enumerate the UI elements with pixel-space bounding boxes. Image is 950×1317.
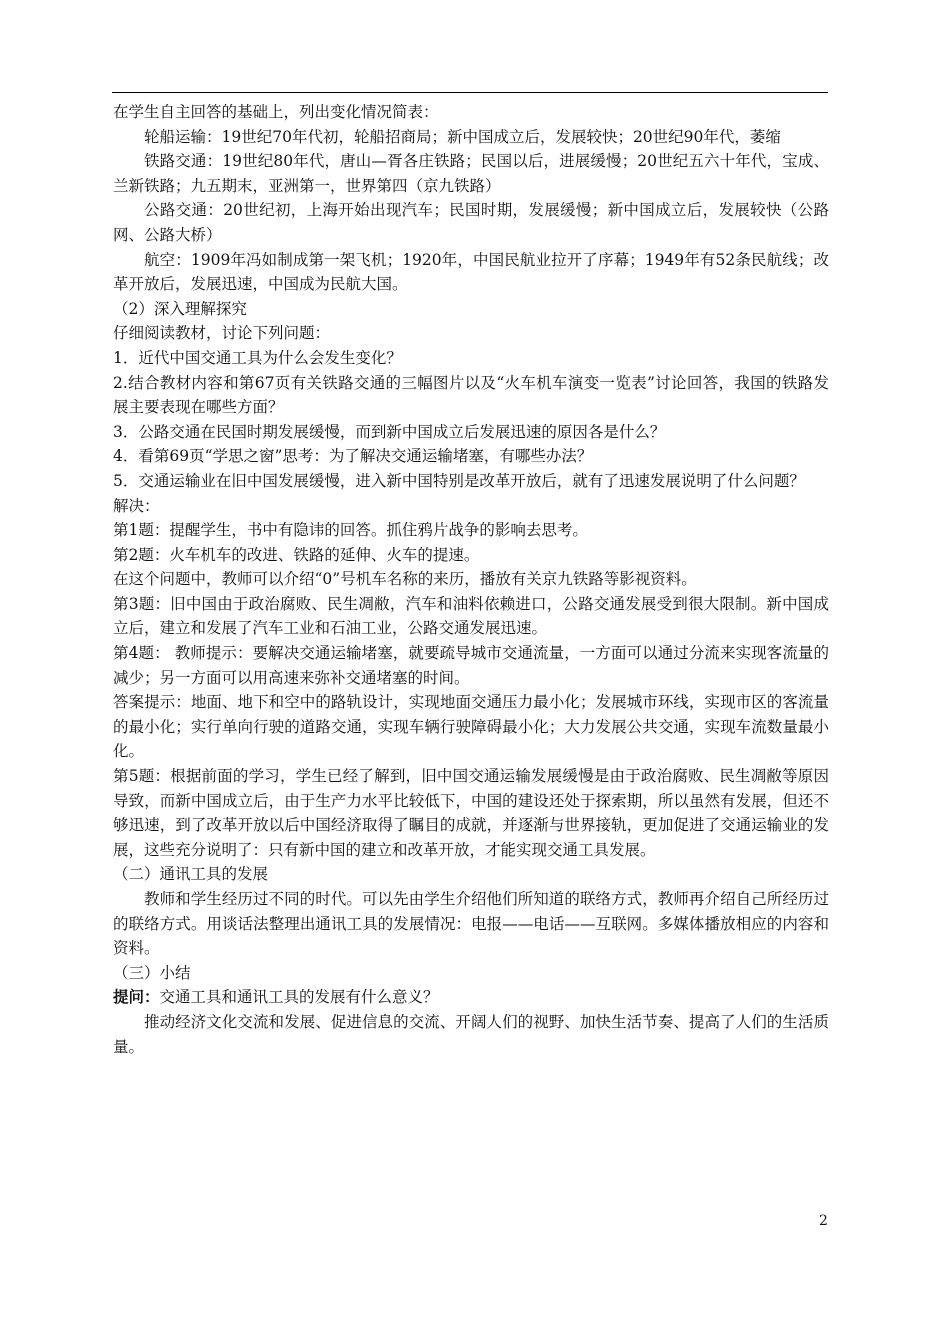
question-item: 1．近代中国交通工具为什么会发生变化？ [113,348,402,367]
question-text: 交通工具和通讯工具的发展有什么意义？ [159,988,439,1007]
section-heading: （三）小结 [113,963,191,982]
question-label: 提问： [113,987,160,1007]
paragraph: 教师和学生经历过不同的时代。可以先由学生介绍他们所知道的联络方式，教师再介绍自己所经历过的联络方式。用谈话法整理出通讯工具的发展情况：电报——电话——互联网。多媒体播放相应的内容和资料。 [113,890,829,958]
question-item: 4．看第69页“学思之窗”思考：为了解决交通运输堵塞，有哪些办法？ [113,447,593,466]
paragraph: 仔细阅读教材，讨论下列问题： [113,324,331,343]
paragraph: 航空：1909年冯如制成第一架飞机；1920年，中国民航业拉开了序幕；1949年有52条民航线；改革开放后，发展迅速，中国成为民航大国。 [113,250,829,294]
section-heading: （二）通讯工具的发展 [113,865,269,884]
answer-item: 第4题： 教师提示：要解决交通运输堵塞，就要疏导城市交通流量，一方面可以通过分流来实现客流量的减少；另一方面可以用高速来弥补交通堵塞的时间。 [113,644,829,687]
answer-item: 第3题：旧中国由于政治腐败、民生凋敝，汽车和油料依赖进口，公路交通发展受到很大限制。新中国成立后，建立和发展了汽车工业和石油工业，公路交通发展迅速。 [113,594,829,638]
paragraph: 铁路交通：19世纪80年代，唐山—胥各庄铁路；民国以后，进展缓慢；20世纪五六十年代，宝成、兰新铁路；九五期末，亚洲第一，世界第四（京九铁路） [113,152,829,195]
question-item: 5．交通运输业在旧中国发展缓慢，进入新中国特别是改革开放后，就有了迅速发展说明了什么问题？ [113,471,805,490]
section-heading: （2）深入理解探究 [113,299,247,318]
paragraph: 答案提示：地面、地下和空中的路轨设计，实现地面交通压力最小化；发展城市环线，实现市区的客流量的最小化；实行单向行驶的道路交通，实现车辆行驶障碍最小化；大力发展公共交通，实现车流数量最小化。 [113,693,829,761]
question-item: 2.结合教材内容和第67页有关铁路交通的三幅图片以及“火车机车演变一览表”讨论回答，我国的铁路发展主要表现在哪些方面？ [113,373,829,417]
paragraph: 在学生自主回答的基础上，列出变化情况简表： [113,103,439,121]
document-body [113,100,829,1059]
page-number: 2 [819,1213,828,1229]
paragraph: 轮船运输：19世纪70年代初，轮船招商局；新中国成立后，发展较快；20世纪90年代，萎缩 [144,127,781,146]
answer-item: 第1题：提醒学生，书中有隐讳的回答。抓住鸦片战争的影响去思考。 [113,521,588,540]
paragraph: 在这个问题中，教师可以介绍“0”号机车名称的来历，播放有关京九铁路等影视资料。 [113,570,697,589]
header-rule [112,92,828,93]
paragraph: 解决： [113,496,160,515]
answer-item: 第5题：根据前面的学习，学生已经了解到，旧中国交通运输发展缓慢是由于政治腐败、民生凋敝等原因导致，而新中国成立后，由于生产力水平比较低下，中国的建设还处于探索期，所以虽然有发展，但还不够迅速，到了改革开放以后中国经济取得了瞩目的成就，并逐渐与世界接轨，更加促进了交通运输业的发展，这些充分说明了：只有新中国的建立和改革开放，才能实现交通工具发展。 [113,767,829,859]
question-line [113,985,829,1010]
paragraph: 公路交通：20世纪初，上海开始出现汽车；民国时期，发展缓慢；新中国成立后，发展较快（公路网、公路大桥） [113,201,829,244]
question-item: 3．公路交通在民国时期发展缓慢，而到新中国成立后发展迅速的原因各是什么？ [113,422,666,441]
paragraph: 推动经济文化交流和发展、促进信息的交流、开阔人们的视野、加快生活节奏、提高了人们的生活质量。 [113,1012,829,1056]
answer-item: 第2题：火车机车的改进、铁路的延伸、火车的提速。 [113,545,480,564]
